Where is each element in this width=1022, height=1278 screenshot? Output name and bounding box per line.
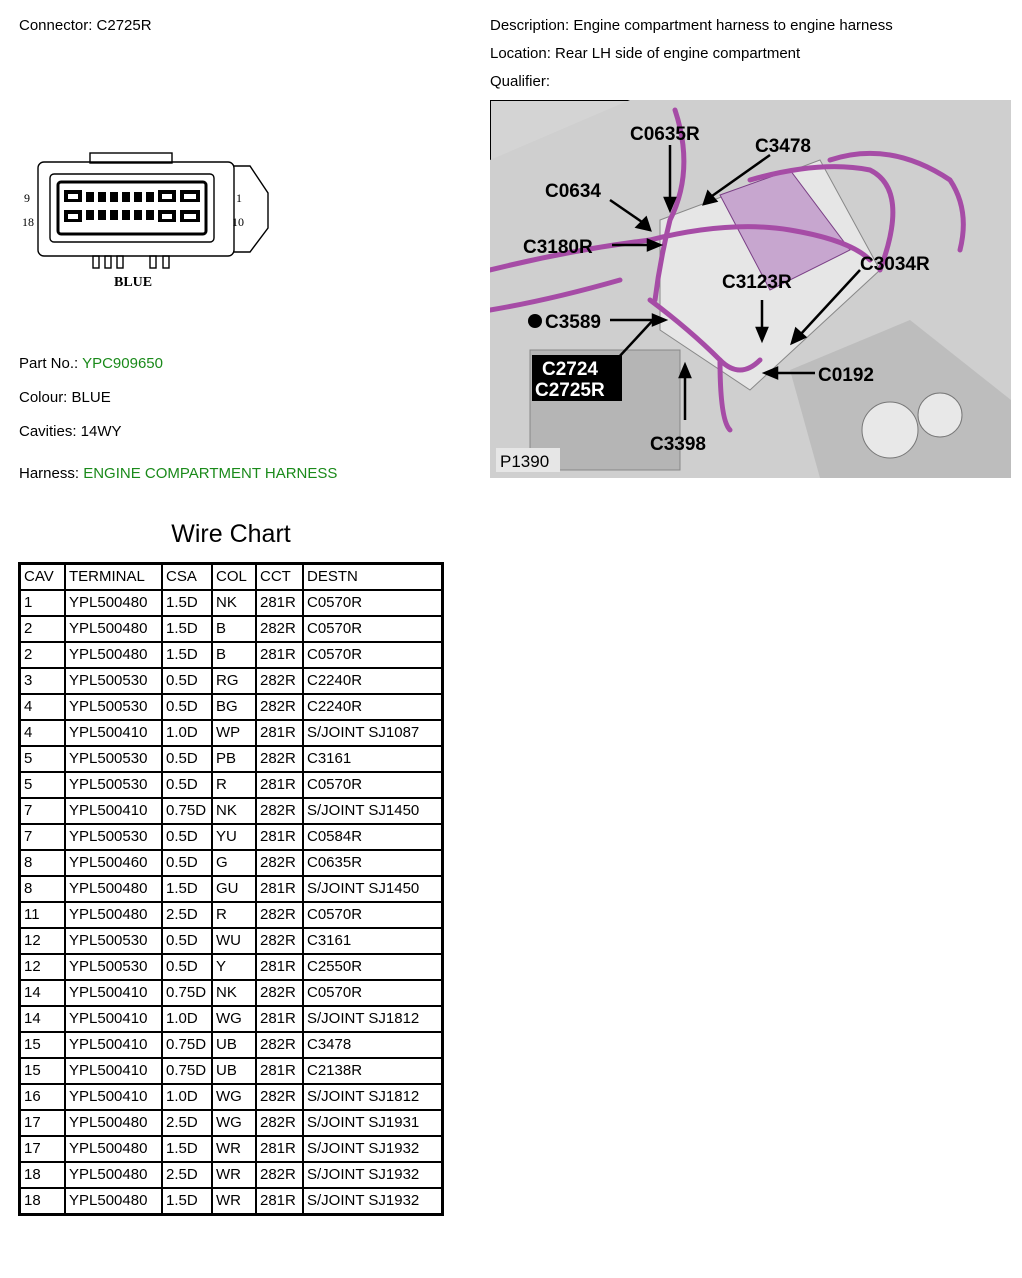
cell-col: G bbox=[212, 850, 256, 876]
callout-c3034r: C3034R bbox=[860, 254, 930, 275]
column-header-cav: CAV bbox=[20, 564, 66, 591]
cell-cct: 282R bbox=[256, 694, 303, 720]
cell-csa: 1.5D bbox=[162, 642, 212, 668]
cell-col: WG bbox=[212, 1084, 256, 1110]
photo-reference: P1390 bbox=[500, 452, 550, 471]
cell-cct: 282R bbox=[256, 1110, 303, 1136]
callout-c0634: C0634 bbox=[545, 181, 601, 202]
cell-col: YU bbox=[212, 824, 256, 850]
table-row bbox=[20, 1006, 443, 1032]
cell-csa: 2.5D bbox=[162, 1110, 212, 1136]
cell-cav: 12 bbox=[20, 954, 66, 980]
callout-c3180r: C3180R bbox=[523, 237, 593, 258]
cell-col: WU bbox=[212, 928, 256, 954]
pin-label-1: 1 bbox=[236, 191, 242, 205]
cell-col: WG bbox=[212, 1006, 256, 1032]
cell-cct: 282R bbox=[256, 798, 303, 824]
callout-c3589: C3589 bbox=[545, 312, 601, 333]
cell-csa: 0.5D bbox=[162, 746, 212, 772]
table-row bbox=[20, 876, 443, 902]
cell-terminal: YPL500480 bbox=[65, 1136, 162, 1162]
cell-col: UB bbox=[212, 1032, 256, 1058]
cell-cct: 282R bbox=[256, 850, 303, 876]
cell-cav: 17 bbox=[20, 1136, 66, 1162]
table-row bbox=[20, 1110, 443, 1136]
cell-cct: 281R bbox=[256, 824, 303, 850]
cell-cct: 282R bbox=[256, 902, 303, 928]
table-row bbox=[20, 590, 443, 616]
table-row bbox=[20, 850, 443, 876]
cell-destn: S/JOINT SJ1450 bbox=[303, 876, 443, 902]
table-row bbox=[20, 668, 443, 694]
cell-csa: 1.0D bbox=[162, 1084, 212, 1110]
cell-col: NK bbox=[212, 590, 256, 616]
cell-cct: 281R bbox=[256, 1136, 303, 1162]
cell-destn: S/JOINT SJ1087 bbox=[303, 720, 443, 746]
cell-cav: 15 bbox=[20, 1032, 66, 1058]
cell-cav: 12 bbox=[20, 928, 66, 954]
location: Location: Rear LH side of engine compartment bbox=[490, 45, 801, 62]
table-row bbox=[20, 720, 443, 746]
cell-csa: 0.75D bbox=[162, 798, 212, 824]
cell-cct: 281R bbox=[256, 1006, 303, 1032]
cell-destn: C2550R bbox=[303, 954, 443, 980]
cell-terminal: YPL500410 bbox=[65, 1006, 162, 1032]
cell-terminal: YPL500480 bbox=[65, 590, 162, 616]
callout-c0635r: C0635R bbox=[630, 124, 700, 145]
cell-cav: 14 bbox=[20, 980, 66, 1006]
cell-destn: C0570R bbox=[303, 772, 443, 798]
cell-cav: 1 bbox=[20, 590, 66, 616]
cell-col: GU bbox=[212, 876, 256, 902]
cell-destn: C0570R bbox=[303, 902, 443, 928]
colour: Colour: BLUE bbox=[19, 389, 111, 406]
cell-col: WG bbox=[212, 1110, 256, 1136]
column-header-csa: CSA bbox=[162, 564, 212, 591]
part-number-label: Part No.: bbox=[19, 355, 83, 372]
cell-destn: S/JOINT SJ1932 bbox=[303, 1188, 443, 1215]
cell-cct: 282R bbox=[256, 616, 303, 642]
cell-csa: 1.5D bbox=[162, 1188, 212, 1215]
cell-cct: 282R bbox=[256, 1032, 303, 1058]
cell-col: RG bbox=[212, 668, 256, 694]
connector-face-diagram bbox=[18, 148, 278, 298]
cell-terminal: YPL500410 bbox=[65, 1032, 162, 1058]
cell-terminal: YPL500410 bbox=[65, 798, 162, 824]
cell-cav: 2 bbox=[20, 616, 66, 642]
cell-cct: 282R bbox=[256, 980, 303, 1006]
cell-col: WR bbox=[212, 1162, 256, 1188]
cell-csa: 1.5D bbox=[162, 590, 212, 616]
cell-csa: 0.5D bbox=[162, 954, 212, 980]
pin-label-18: 18 bbox=[22, 215, 34, 229]
cell-csa: 2.5D bbox=[162, 1162, 212, 1188]
cell-csa: 1.5D bbox=[162, 1136, 212, 1162]
bullet-icon bbox=[528, 314, 542, 328]
cell-destn: C2240R bbox=[303, 668, 443, 694]
cell-destn: C0584R bbox=[303, 824, 443, 850]
cell-terminal: YPL500480 bbox=[65, 1162, 162, 1188]
cell-destn: S/JOINT SJ1932 bbox=[303, 1162, 443, 1188]
cell-cct: 282R bbox=[256, 928, 303, 954]
cell-terminal: YPL500530 bbox=[65, 694, 162, 720]
cell-cav: 5 bbox=[20, 772, 66, 798]
cell-destn: C3161 bbox=[303, 928, 443, 954]
cell-csa: 0.5D bbox=[162, 772, 212, 798]
cell-col: BG bbox=[212, 694, 256, 720]
cell-col: R bbox=[212, 902, 256, 928]
cell-cav: 15 bbox=[20, 1058, 66, 1084]
cell-cav: 8 bbox=[20, 876, 66, 902]
cell-terminal: YPL500530 bbox=[65, 668, 162, 694]
cell-cct: 282R bbox=[256, 746, 303, 772]
cell-destn: S/JOINT SJ1812 bbox=[303, 1006, 443, 1032]
cell-terminal: YPL500480 bbox=[65, 902, 162, 928]
cell-terminal: YPL500530 bbox=[65, 746, 162, 772]
table-row bbox=[20, 902, 443, 928]
cell-cct: 282R bbox=[256, 668, 303, 694]
cell-terminal: YPL500530 bbox=[65, 954, 162, 980]
cell-terminal: YPL500480 bbox=[65, 642, 162, 668]
cell-destn: C0570R bbox=[303, 980, 443, 1006]
cell-cav: 18 bbox=[20, 1162, 66, 1188]
cell-cav: 3 bbox=[20, 668, 66, 694]
cell-csa: 1.5D bbox=[162, 616, 212, 642]
table-row bbox=[20, 616, 443, 642]
callout-c2724: C2724 bbox=[542, 359, 598, 380]
cell-destn: C3478 bbox=[303, 1032, 443, 1058]
part-number-value: YPC909650 bbox=[82, 355, 163, 372]
cell-cav: 7 bbox=[20, 824, 66, 850]
cell-terminal: YPL500480 bbox=[65, 1188, 162, 1215]
cell-cct: 281R bbox=[256, 642, 303, 668]
cell-cav: 7 bbox=[20, 798, 66, 824]
cell-csa: 1.0D bbox=[162, 720, 212, 746]
cell-col: R bbox=[212, 772, 256, 798]
cell-cct: 282R bbox=[256, 1162, 303, 1188]
harness-value: ENGINE COMPARTMENT HARNESS bbox=[83, 465, 338, 482]
table-row bbox=[20, 1136, 443, 1162]
cell-destn: S/JOINT SJ1812 bbox=[303, 1084, 443, 1110]
cell-terminal: YPL500480 bbox=[65, 876, 162, 902]
cell-cav: 5 bbox=[20, 746, 66, 772]
cell-csa: 0.75D bbox=[162, 1032, 212, 1058]
cell-csa: 1.5D bbox=[162, 876, 212, 902]
harness bbox=[19, 465, 337, 482]
cell-cav: 17 bbox=[20, 1110, 66, 1136]
cell-col: PB bbox=[212, 746, 256, 772]
cell-csa: 0.75D bbox=[162, 1058, 212, 1084]
cell-destn: C0570R bbox=[303, 616, 443, 642]
callout-c0192: C0192 bbox=[818, 365, 874, 386]
cell-cav: 14 bbox=[20, 1006, 66, 1032]
cell-cct: 281R bbox=[256, 720, 303, 746]
cell-col: B bbox=[212, 642, 256, 668]
harness-label: Harness: bbox=[19, 465, 84, 482]
table-header-row bbox=[20, 564, 443, 591]
cell-cav: 8 bbox=[20, 850, 66, 876]
cell-destn: S/JOINT SJ1931 bbox=[303, 1110, 443, 1136]
callout-c3478: C3478 bbox=[755, 136, 811, 157]
wire-chart-table bbox=[18, 562, 444, 1216]
cell-destn: S/JOINT SJ1932 bbox=[303, 1136, 443, 1162]
column-header-cct: CCT bbox=[256, 564, 303, 591]
cell-csa: 0.5D bbox=[162, 824, 212, 850]
connector-id: Connector: C2725R bbox=[19, 17, 152, 34]
table-row bbox=[20, 1188, 443, 1215]
cell-terminal: YPL500480 bbox=[65, 1110, 162, 1136]
cavities: Cavities: 14WY bbox=[19, 423, 122, 440]
cell-terminal: YPL500530 bbox=[65, 772, 162, 798]
cell-destn: C2138R bbox=[303, 1058, 443, 1084]
cell-cct: 281R bbox=[256, 876, 303, 902]
cell-destn: C0635R bbox=[303, 850, 443, 876]
cell-terminal: YPL500410 bbox=[65, 720, 162, 746]
table-row bbox=[20, 642, 443, 668]
cell-destn: C2240R bbox=[303, 694, 443, 720]
table-row bbox=[20, 954, 443, 980]
callout-c2725r: C2725R bbox=[535, 380, 605, 401]
cell-cav: 18 bbox=[20, 1188, 66, 1215]
table-row bbox=[20, 1162, 443, 1188]
cell-cct: 281R bbox=[256, 1058, 303, 1084]
cell-csa: 0.75D bbox=[162, 980, 212, 1006]
cell-terminal: YPL500410 bbox=[65, 1058, 162, 1084]
table-row bbox=[20, 1032, 443, 1058]
table-row bbox=[20, 1084, 443, 1110]
table-row bbox=[20, 928, 443, 954]
cell-cct: 281R bbox=[256, 590, 303, 616]
cell-cct: 281R bbox=[256, 1188, 303, 1215]
table-row bbox=[20, 980, 443, 1006]
cell-cav: 16 bbox=[20, 1084, 66, 1110]
cell-col: Y bbox=[212, 954, 256, 980]
cell-cct: 282R bbox=[256, 1084, 303, 1110]
table-row bbox=[20, 694, 443, 720]
column-header-destn: DESTN bbox=[303, 564, 443, 591]
cell-col: NK bbox=[212, 798, 256, 824]
cell-col: WR bbox=[212, 1136, 256, 1162]
cell-csa: 0.5D bbox=[162, 694, 212, 720]
part-number bbox=[19, 355, 163, 372]
cell-destn: C0570R bbox=[303, 642, 443, 668]
cell-csa: 0.5D bbox=[162, 668, 212, 694]
wire-chart-title: Wire Chart bbox=[171, 520, 291, 548]
qualifier: Qualifier: bbox=[490, 73, 551, 90]
pin-label-10: 10 bbox=[232, 215, 244, 229]
cell-terminal: YPL500410 bbox=[65, 1084, 162, 1110]
cell-col: B bbox=[212, 616, 256, 642]
cell-col: NK bbox=[212, 980, 256, 1006]
callout-c3123r: C3123R bbox=[722, 272, 792, 293]
cell-terminal: YPL500460 bbox=[65, 850, 162, 876]
cell-col: WP bbox=[212, 720, 256, 746]
cell-csa: 1.0D bbox=[162, 1006, 212, 1032]
description: Description: Engine compartment harness to engine harness bbox=[490, 17, 893, 34]
cell-col: UB bbox=[212, 1058, 256, 1084]
table-row bbox=[20, 824, 443, 850]
location-photo bbox=[490, 100, 1011, 478]
cell-cct: 281R bbox=[256, 772, 303, 798]
cell-cav: 4 bbox=[20, 720, 66, 746]
table-row bbox=[20, 772, 443, 798]
cell-terminal: YPL500410 bbox=[65, 980, 162, 1006]
cell-cav: 4 bbox=[20, 694, 66, 720]
cell-destn: S/JOINT SJ1450 bbox=[303, 798, 443, 824]
pin-label-9: 9 bbox=[24, 191, 30, 205]
cell-destn: C3161 bbox=[303, 746, 443, 772]
cell-csa: 2.5D bbox=[162, 902, 212, 928]
cell-cct: 281R bbox=[256, 954, 303, 980]
column-header-terminal: TERMINAL bbox=[65, 564, 162, 591]
cell-destn: C0570R bbox=[303, 590, 443, 616]
table-row bbox=[20, 1058, 443, 1084]
cell-cav: 11 bbox=[20, 902, 66, 928]
cell-csa: 0.5D bbox=[162, 850, 212, 876]
cell-cav: 2 bbox=[20, 642, 66, 668]
cell-terminal: YPL500530 bbox=[65, 928, 162, 954]
cell-terminal: YPL500480 bbox=[65, 616, 162, 642]
cell-csa: 0.5D bbox=[162, 928, 212, 954]
table-row bbox=[20, 798, 443, 824]
connector-colour-label: BLUE bbox=[114, 275, 153, 290]
callout-c3398: C3398 bbox=[650, 434, 706, 455]
cell-col: WR bbox=[212, 1188, 256, 1215]
table-row bbox=[20, 746, 443, 772]
cell-terminal: YPL500530 bbox=[65, 824, 162, 850]
column-header-col: COL bbox=[212, 564, 256, 591]
